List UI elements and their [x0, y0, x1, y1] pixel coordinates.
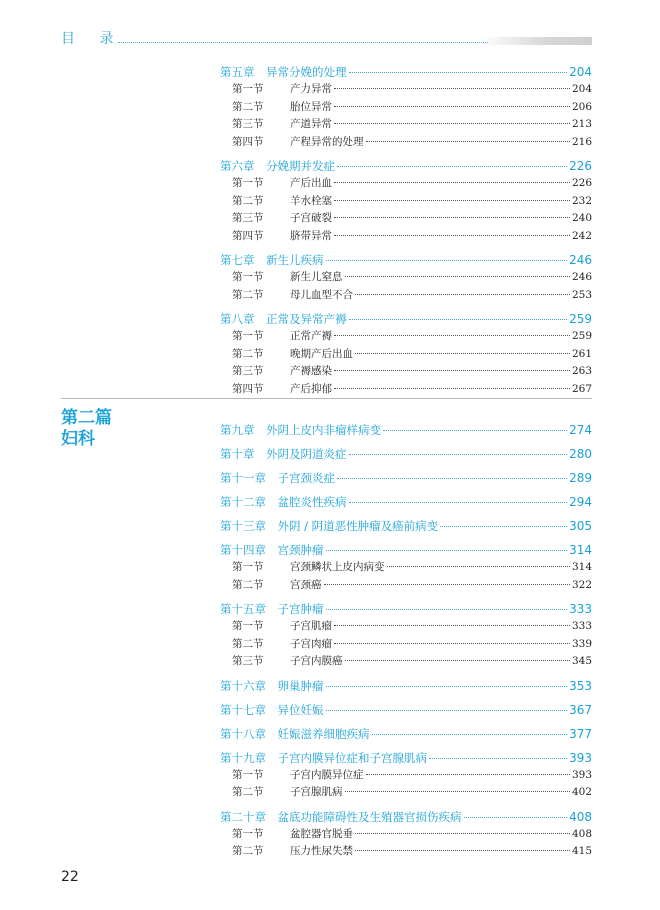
- chapter-page: 353: [569, 678, 592, 693]
- chapter-page: 305: [569, 519, 592, 533]
- section-label: [220, 228, 332, 246]
- chapter-page: 393: [569, 750, 592, 765]
- section-page: 213: [571, 118, 592, 130]
- toc-chapter-entry[interactable]: [220, 158, 592, 175]
- dot-leader: [334, 335, 570, 336]
- section-label: [220, 767, 364, 785]
- toc-section-entry[interactable]: [220, 287, 592, 305]
- dot-leader: [349, 72, 568, 73]
- chapter-title: 异位妊娠: [277, 702, 324, 717]
- toc-section-entry[interactable]: [220, 134, 592, 152]
- section-title: 子宫肉瘤: [290, 637, 332, 650]
- spacer: [255, 65, 267, 79]
- part-title-line2: 妇科: [61, 429, 95, 449]
- chapter-title: 异常分娩的处理: [266, 65, 347, 79]
- section-number: 第一节: [232, 177, 264, 189]
- section-label: [220, 653, 343, 671]
- chapter-number: 第十八章: [220, 726, 266, 741]
- section-title: 子宫内膜癌: [290, 655, 343, 667]
- header-dotted-line: [118, 42, 488, 43]
- section-label: [220, 81, 332, 99]
- dot-leader: [334, 123, 570, 124]
- toc-chapter-entry[interactable]: [220, 678, 592, 695]
- toc-section-entry[interactable]: [220, 210, 592, 228]
- chapter-title: 子宫颈炎症: [277, 471, 335, 485]
- toc-chapter-entry[interactable]: [220, 311, 592, 328]
- toc-chapter-entry[interactable]: [220, 542, 592, 559]
- chapter-title: 妊娠滋养细胞疾病: [277, 726, 370, 741]
- spacer: [266, 495, 278, 509]
- dot-leader: [345, 276, 570, 277]
- spacer: [266, 602, 278, 616]
- chapter-page: 289: [569, 471, 592, 485]
- toc-section-entry[interactable]: [220, 767, 592, 785]
- chapter-title: 宫颈肿瘤: [277, 543, 324, 557]
- chapter-label: [220, 809, 462, 826]
- dot-leader: [337, 478, 567, 479]
- chapter-page: 280: [569, 447, 592, 461]
- dot-leader: [464, 817, 568, 818]
- dot-leader: [334, 370, 570, 371]
- section-label: [220, 363, 332, 381]
- chapter-title: 分娩期并发症: [266, 159, 335, 173]
- section-title: 羊水栓塞: [290, 194, 332, 207]
- dot-leader: [326, 710, 568, 711]
- toc-section-entry[interactable]: [220, 99, 592, 117]
- section-number: 第一节: [232, 83, 264, 95]
- chapter-title: 卵巢肿瘤: [277, 678, 324, 693]
- toc-chapter-entry[interactable]: [220, 726, 592, 743]
- section-title: 子宫腺肌病: [290, 786, 343, 798]
- dot-leader: [355, 833, 570, 834]
- chapter-label: [220, 750, 427, 767]
- section-page: 204: [571, 83, 592, 95]
- section-title: 子宫内膜异位症: [290, 768, 364, 781]
- section-title: 产程异常的处理: [290, 135, 364, 148]
- section-number: 第一节: [232, 827, 264, 840]
- section-number: 第二节: [232, 637, 264, 650]
- part-title: [61, 408, 112, 450]
- dot-leader: [334, 217, 570, 218]
- toc-section-entry[interactable]: [220, 559, 592, 577]
- chapter-label: [220, 518, 438, 535]
- spacer: [255, 312, 267, 326]
- section-title: 宫颈癌: [290, 578, 322, 591]
- dot-leader: [429, 758, 567, 759]
- section-label: [220, 826, 353, 844]
- chapter-number: 第七章: [220, 253, 255, 267]
- chapter-label: [220, 311, 347, 328]
- section-label: [220, 287, 353, 305]
- dot-leader: [372, 734, 568, 735]
- chapter-number: 第十三章: [220, 519, 266, 533]
- spacer: [255, 253, 267, 267]
- dot-leader: [345, 791, 570, 792]
- dot-leader: [334, 182, 570, 183]
- section-number: 第一节: [232, 768, 264, 781]
- dot-leader: [334, 235, 570, 236]
- section-number: 第二节: [232, 578, 264, 591]
- chapter-page: 408: [569, 809, 592, 824]
- chapter-title: 盆底功能障碍性及生殖器官损伤疾病: [277, 809, 462, 824]
- chapter-number: 第十章: [220, 447, 255, 461]
- chapter-number: 第二十章: [220, 809, 266, 824]
- part-title-line1: 第二篇: [61, 408, 112, 428]
- section-title: 产后出血: [290, 177, 332, 189]
- dot-leader: [355, 294, 570, 295]
- dot-leader: [349, 319, 568, 320]
- section-number: 第二节: [232, 845, 264, 857]
- spacer: [266, 519, 278, 533]
- section-title: 脐带异常: [290, 229, 332, 242]
- section-page: 253: [571, 288, 592, 301]
- toc-section-entry[interactable]: [220, 784, 592, 802]
- section-page: 206: [571, 100, 592, 113]
- section-title: 晚期产后出血: [290, 347, 353, 360]
- toc-chapter-entry[interactable]: [220, 252, 592, 269]
- section-number: 第四节: [232, 382, 264, 395]
- section-number: 第四节: [232, 135, 264, 148]
- section-number: 第一节: [232, 561, 264, 573]
- chapter-title: 盆腔炎性疾病: [277, 495, 347, 509]
- toc-chapter-entry[interactable]: [220, 470, 592, 487]
- chapter-title: 子宫肿瘤: [277, 602, 324, 616]
- section-label: [220, 134, 364, 152]
- toc-section-entry[interactable]: [220, 636, 592, 654]
- section-page: 226: [571, 177, 592, 189]
- toc-section-entry[interactable]: [220, 381, 592, 399]
- section-page: 333: [571, 620, 592, 632]
- chapter-label: [220, 446, 347, 463]
- toc-chapter-entry[interactable]: [220, 809, 592, 826]
- section-title: 产道异常: [290, 118, 332, 130]
- section-number: 第三节: [232, 118, 264, 130]
- spacer: [266, 810, 278, 824]
- section-label: [220, 381, 332, 399]
- toc-chapter-entry[interactable]: [220, 64, 592, 81]
- chapter-number: 第八章: [220, 312, 255, 326]
- section-title: 子宫肌瘤: [290, 620, 332, 632]
- section-page: 339: [571, 637, 592, 650]
- dot-leader: [334, 388, 570, 389]
- section-number: 第二节: [232, 100, 264, 113]
- dot-leader: [334, 88, 570, 89]
- chapter-label: [220, 678, 324, 695]
- section-label: [220, 559, 385, 577]
- section-title: 胎位异常: [290, 100, 332, 113]
- chapter-page: 274: [569, 423, 592, 437]
- toc-section-entry[interactable]: [220, 116, 592, 134]
- section-title: 新生儿窒息: [290, 271, 343, 283]
- chapter-number: 第十九章: [220, 750, 266, 765]
- section-number: 第二节: [232, 288, 264, 301]
- section-page: 402: [571, 786, 592, 798]
- section-page: 232: [571, 194, 592, 207]
- section-label: [220, 636, 332, 654]
- chapter-number: 第十四章: [220, 543, 266, 557]
- toc-section-entry[interactable]: [220, 363, 592, 381]
- dot-leader: [337, 166, 567, 167]
- dot-leader: [334, 106, 570, 107]
- chapter-title: 子宫内膜异位症和子宫腺肌病: [277, 750, 427, 765]
- dot-leader: [345, 660, 570, 661]
- chapter-page: 204: [569, 65, 592, 79]
- dot-leader: [326, 686, 568, 687]
- chapter-number: 第六章: [220, 159, 255, 173]
- section-page: 345: [571, 655, 592, 667]
- chapter-title: 新生儿疾病: [266, 253, 324, 267]
- chapter-number: 第五章: [220, 65, 255, 79]
- chapter-page: 333: [569, 602, 592, 616]
- chapter-label: [220, 601, 324, 618]
- dot-leader: [334, 625, 570, 626]
- section-page: 267: [571, 382, 592, 395]
- dot-leader: [326, 609, 568, 610]
- chapter-label: [220, 542, 324, 559]
- toc-section-entry[interactable]: [220, 618, 592, 636]
- spacer: [255, 447, 267, 461]
- spacer: [266, 543, 278, 557]
- toc-chapter-entry[interactable]: [220, 750, 592, 767]
- chapter-page: 294: [569, 495, 592, 509]
- dot-leader: [326, 550, 568, 551]
- toc-chapter-entry[interactable]: [220, 422, 592, 439]
- section-page: 242: [571, 229, 592, 242]
- dot-leader: [334, 643, 570, 644]
- section-label: [220, 193, 332, 211]
- section-number: 第二节: [232, 194, 264, 207]
- dot-leader: [355, 353, 570, 354]
- toc-chapter-entry[interactable]: [220, 494, 592, 511]
- chapter-label: [220, 702, 324, 719]
- page-number: 22: [61, 869, 79, 885]
- chapter-label: [220, 726, 370, 743]
- section-page: 322: [571, 578, 592, 591]
- section-label: [220, 116, 332, 134]
- toc-section-entry[interactable]: [220, 843, 592, 861]
- chapter-page: 314: [569, 543, 592, 557]
- section-page: 263: [571, 365, 592, 377]
- header-gradient-bar: [480, 37, 592, 45]
- section-page: 240: [571, 212, 592, 224]
- chapter-page: 246: [569, 253, 592, 267]
- section-title: 母儿血型不合: [290, 288, 353, 301]
- section-page: 393: [571, 768, 592, 781]
- section-label: [220, 328, 332, 346]
- section-page: 314: [571, 561, 592, 573]
- toc-chapter-entry[interactable]: [220, 702, 592, 719]
- section-label: [220, 843, 353, 861]
- toc-section-entry[interactable]: [220, 269, 592, 287]
- section-number: 第四节: [232, 229, 264, 242]
- chapter-number: 第十七章: [220, 702, 266, 717]
- toc-section-entry[interactable]: [220, 328, 592, 346]
- dot-leader: [355, 850, 570, 851]
- section-label: [220, 577, 322, 595]
- toc-chapter-entry[interactable]: [220, 446, 592, 463]
- section-number: 第一节: [232, 271, 264, 283]
- toc-section-entry[interactable]: [220, 81, 592, 99]
- dot-leader: [349, 454, 568, 455]
- chapter-label: [220, 470, 335, 487]
- dot-leader: [334, 200, 570, 201]
- toc-section-entry[interactable]: [220, 175, 592, 193]
- section-number: 第三节: [232, 212, 264, 224]
- dot-leader: [383, 430, 567, 431]
- dot-leader: [324, 584, 570, 585]
- toc-chapter-entry[interactable]: [220, 518, 592, 535]
- chapter-label: [220, 158, 335, 175]
- section-number: 第一节: [232, 330, 264, 342]
- section-title: 压力性尿失禁: [290, 845, 353, 857]
- toc-chapter-entry[interactable]: [220, 601, 592, 618]
- chapter-number: 第十二章: [220, 495, 266, 509]
- chapter-page: 226: [569, 159, 592, 173]
- spacer: [266, 703, 278, 717]
- section-title: 宫颈鳞状上皮内病变: [290, 561, 385, 573]
- chapter-label: [220, 494, 347, 511]
- chapter-page: 367: [569, 702, 592, 717]
- section-number: 第三节: [232, 655, 264, 667]
- toc-section-entry[interactable]: [220, 826, 592, 844]
- section-label: [220, 618, 332, 636]
- chapter-title: 正常及异常产褥: [266, 312, 347, 326]
- toc-section-entry[interactable]: [220, 346, 592, 364]
- section-page: 216: [571, 135, 592, 148]
- section-title: 子宫破裂: [290, 212, 332, 224]
- section-label: [220, 99, 332, 117]
- section-number: 第二节: [232, 786, 264, 798]
- section-page: 246: [571, 271, 592, 283]
- toc-header-title: 目 录: [61, 31, 124, 47]
- chapter-number: 第九章: [220, 423, 255, 437]
- chapter-title: 外阴上皮内非瘤样病变: [266, 423, 381, 437]
- spacer: [266, 679, 278, 693]
- toc-section-entry[interactable]: [220, 653, 592, 671]
- section-label: [220, 175, 332, 193]
- chapter-title: 外阴 / 阴道恶性肿瘤及癌前病变: [277, 519, 439, 533]
- chapter-page: 259: [569, 312, 592, 326]
- section-title: 正常产褥: [290, 330, 332, 342]
- toc-section-entry[interactable]: [220, 193, 592, 211]
- chapter-number: 第十五章: [220, 602, 266, 616]
- section-label: [220, 784, 343, 802]
- dot-leader: [440, 526, 567, 527]
- chapter-label: [220, 422, 381, 439]
- toc-section-entry[interactable]: [220, 577, 592, 595]
- section-page: 415: [571, 845, 592, 857]
- toc-section-entry[interactable]: [220, 228, 592, 246]
- dot-leader: [366, 141, 570, 142]
- spacer: [255, 159, 267, 173]
- section-page: 259: [571, 330, 592, 342]
- section-title: 产后抑郁: [290, 382, 332, 395]
- section-label: [220, 269, 343, 287]
- section-title: 盆腔器官脱垂: [290, 827, 353, 840]
- spacer: [266, 751, 278, 765]
- dot-leader: [349, 502, 568, 503]
- spacer: [266, 471, 278, 485]
- chapter-number: 第十一章: [220, 471, 266, 485]
- table-of-contents: [220, 64, 592, 861]
- section-number: 第一节: [232, 620, 264, 632]
- section-label: [220, 210, 332, 228]
- section-title: 产褥感染: [290, 365, 332, 377]
- section-page: 261: [571, 347, 592, 360]
- dot-leader: [326, 260, 568, 261]
- section-number: 第二节: [232, 347, 264, 360]
- section-label: [220, 346, 353, 364]
- section-number: 第三节: [232, 365, 264, 377]
- section-title: 产力异常: [290, 83, 332, 95]
- dot-leader: [387, 566, 570, 567]
- spacer: [255, 423, 267, 437]
- spacer: [266, 727, 278, 741]
- chapter-number: 第十六章: [220, 678, 266, 693]
- dot-leader: [366, 774, 570, 775]
- chapter-title: 外阴及阴道炎症: [266, 447, 347, 461]
- chapter-label: [220, 252, 324, 269]
- chapter-label: [220, 64, 347, 81]
- section-page: 408: [571, 827, 592, 840]
- chapter-page: 377: [569, 726, 592, 741]
